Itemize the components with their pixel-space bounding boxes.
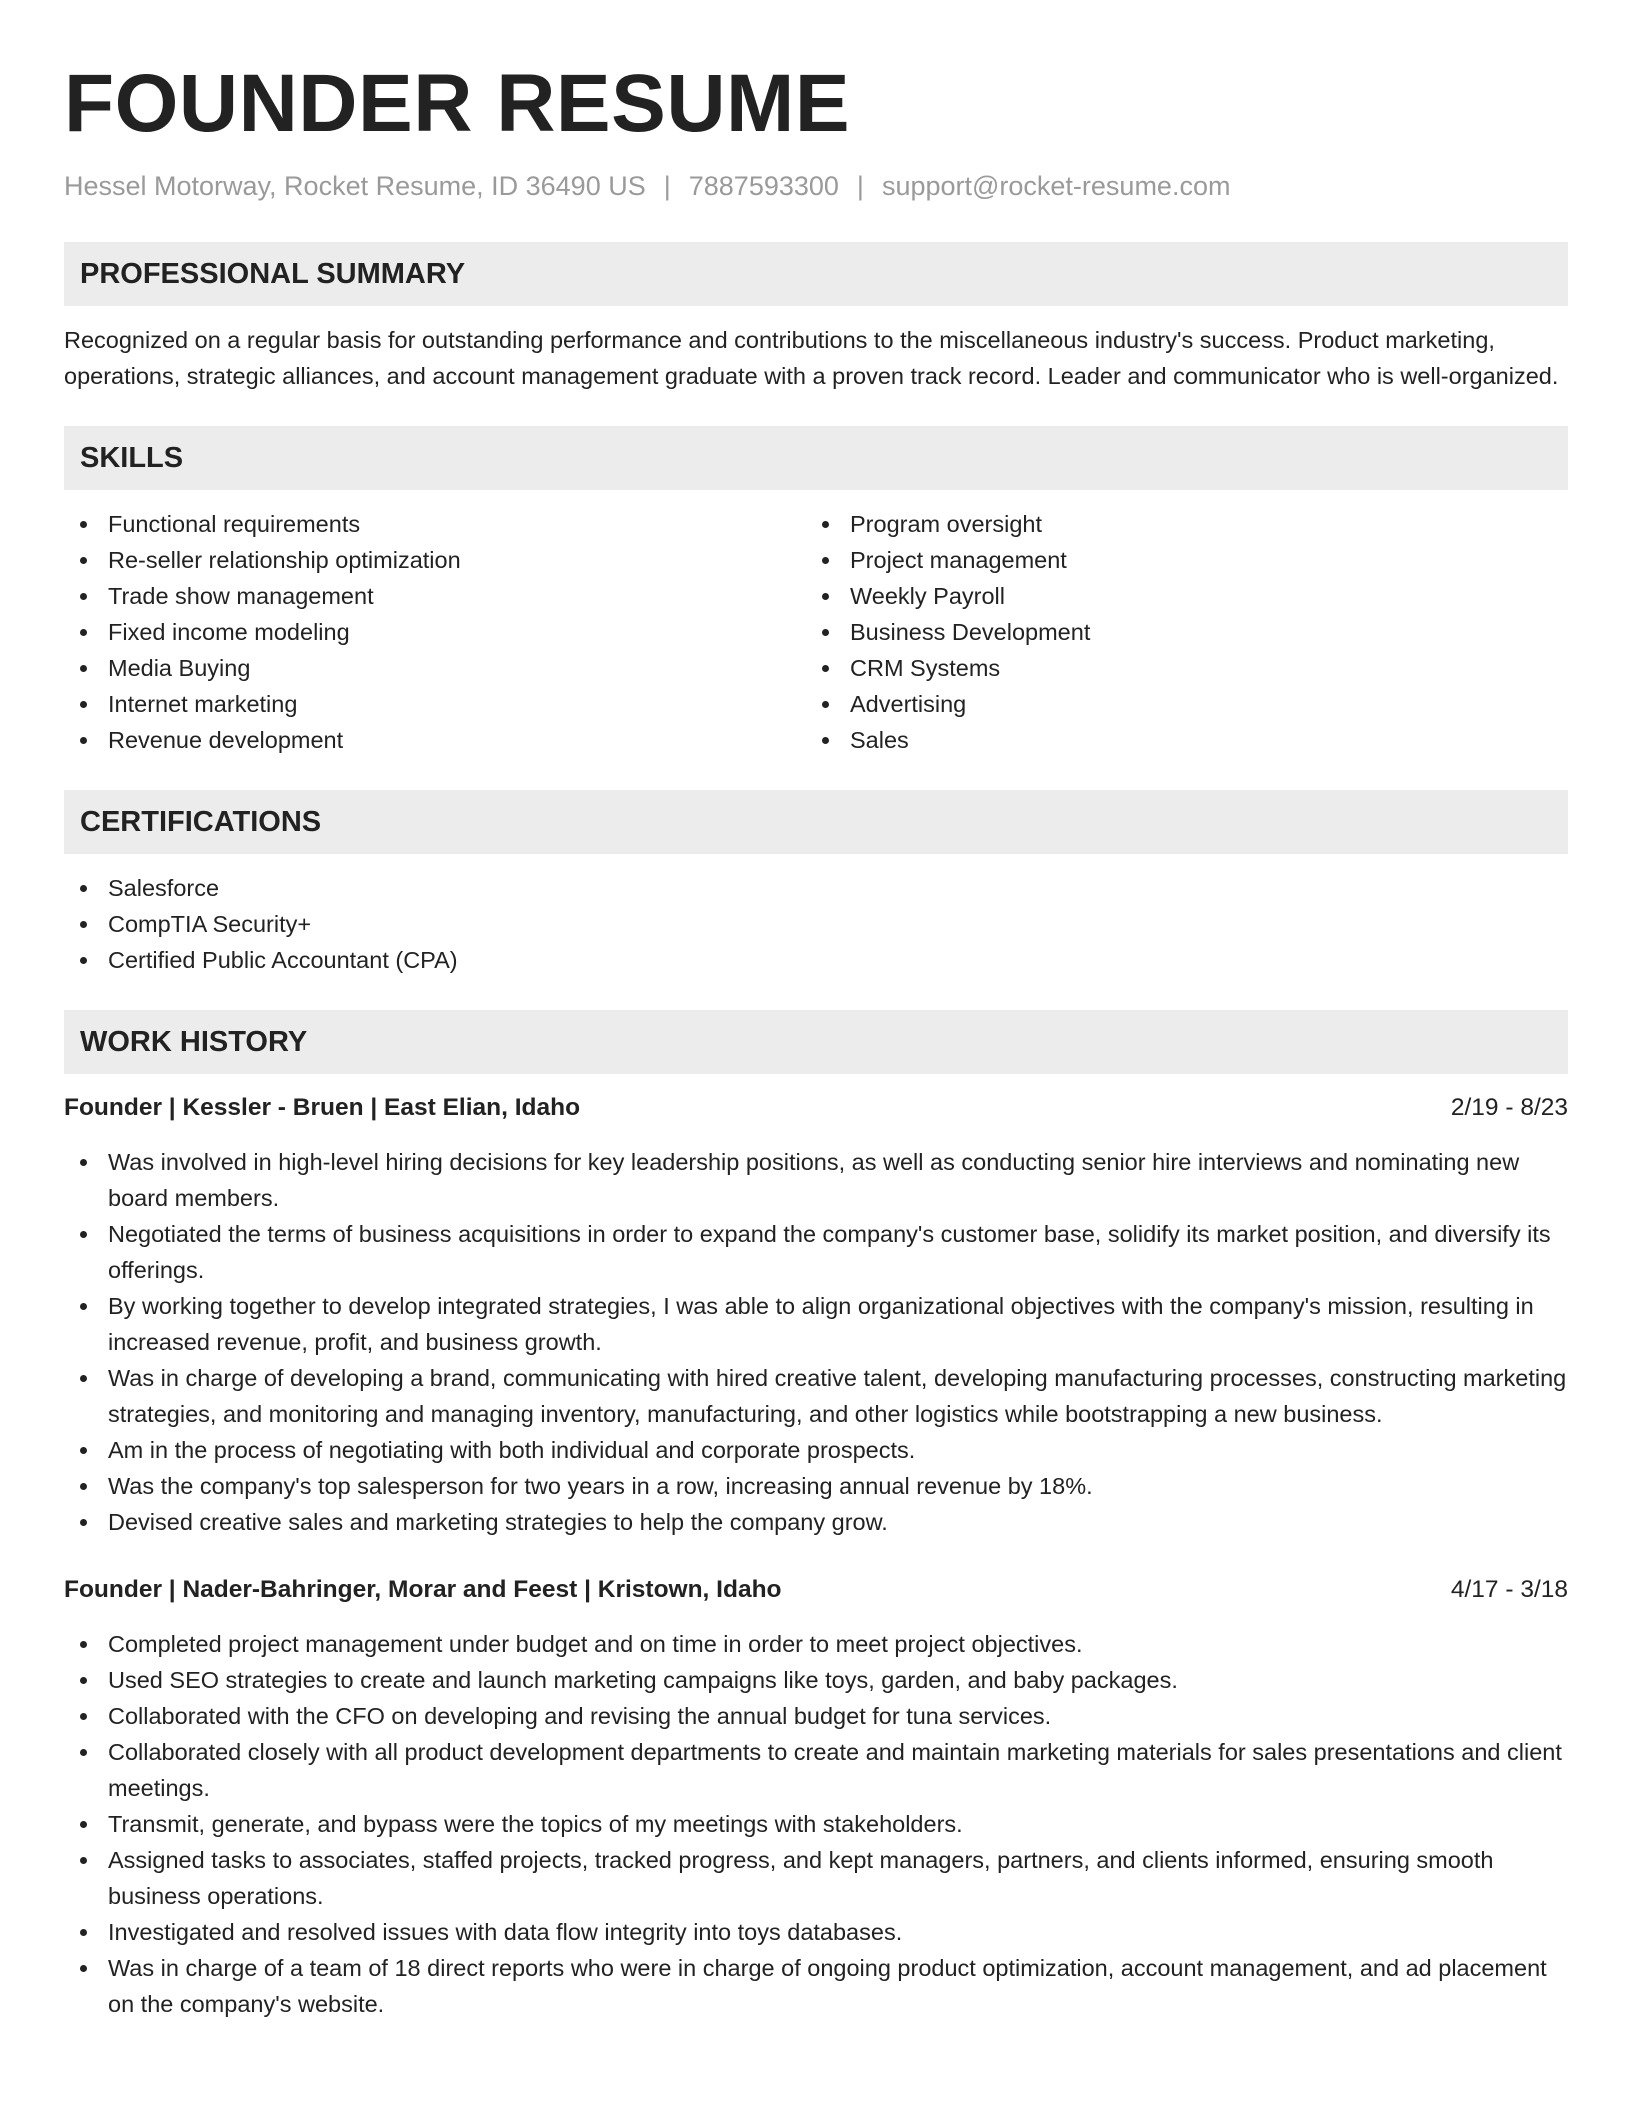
job-bullet: Completed project management under budget and on time in order to meet project objectives.	[64, 1626, 1568, 1662]
summary-heading: PROFESSIONAL SUMMARY	[64, 242, 1568, 306]
skill-item: CRM Systems	[806, 650, 1548, 686]
job-header	[64, 1572, 1568, 1608]
job-title: Founder | Kessler - Bruen | East Elian, Idaho	[64, 1094, 581, 1121]
job-bullet: Transmit, generate, and bypass were the topics of my meetings with stakeholders.	[64, 1806, 1568, 1842]
work-history-heading: WORK HISTORY	[64, 1010, 1568, 1074]
skill-item: Weekly Payroll	[806, 578, 1548, 614]
skills-heading: SKILLS	[64, 426, 1568, 490]
certification-item: Certified Public Accountant (CPA)	[64, 942, 1568, 978]
job-dates: 4/17 - 3/18	[1450, 1576, 1568, 1603]
contact-phone: 7887593300	[688, 171, 839, 201]
certification-item: CompTIA Security+	[64, 906, 1568, 942]
job-bullet: By working together to develop integrated strategies, I was able to align organizational objectives with the company's mission, resulting in increased revenue, profit, and business growth.	[64, 1288, 1568, 1360]
contact-email: support@rocket-resume.com	[881, 171, 1231, 201]
job-bullet: Collaborated closely with all product development departments to create and maintain marketing materials for sales presentations and client meetings.	[64, 1734, 1568, 1806]
job-entry	[64, 1090, 1568, 1540]
certifications-heading: CERTIFICATIONS	[64, 790, 1568, 854]
job-bullet: Negotiated the terms of business acquisitions in order to expand the company's customer base, solidify its market position, and diversify its offerings.	[64, 1216, 1568, 1288]
skills-list-left	[64, 506, 806, 758]
job-bullet: Used SEO strategies to create and launch marketing campaigns like toys, garden, and baby packages.	[64, 1662, 1568, 1698]
skill-item: Revenue development	[64, 722, 806, 758]
job-bullet: Investigated and resolved issues with data flow integrity into toys databases.	[64, 1914, 1568, 1950]
skill-item: Functional requirements	[64, 506, 806, 542]
job-bullet: Was the company's top salesperson for two years in a row, increasing annual revenue by 18%.	[64, 1468, 1568, 1504]
skill-item: Media Buying	[64, 650, 806, 686]
contact-address: Hessel Motorway, Rocket Resume, ID 36490 US	[64, 171, 646, 201]
summary-text: Recognized on a regular basis for outstanding performance and contributions to the miscellaneous industry's success. Product marketing, operations, strategic alliances, and account management graduate with a proven track record. Leader and communicator who is well-organized.	[64, 327, 1559, 389]
contact-separator: |	[663, 171, 671, 201]
skill-item: Program oversight	[806, 506, 1548, 542]
resume-title: FOUNDER RESUME	[64, 58, 851, 149]
job-entry	[64, 1572, 1568, 2022]
job-bullet: Collaborated with the CFO on developing and revising the annual budget for tuna services.	[64, 1698, 1568, 1734]
skill-item: Business Development	[806, 614, 1548, 650]
job-title: Founder | Nader-Bahringer, Morar and Feest | Kristown, Idaho	[64, 1576, 782, 1603]
resume-page	[64, 0, 1568, 2022]
job-bullet: Was in charge of a team of 18 direct reports who were in charge of ongoing product optimization, account management, and ad placement on the company's website.	[64, 1950, 1568, 2022]
job-header	[64, 1090, 1568, 1126]
contact-separator: |	[856, 171, 864, 201]
skills-list-right	[806, 506, 1548, 758]
certification-item: Salesforce	[64, 870, 1568, 906]
job-bullet: Am in the process of negotiating with both individual and corporate prospects.	[64, 1432, 1568, 1468]
certifications-list	[64, 870, 1568, 978]
skill-item: Trade show management	[64, 578, 806, 614]
contact-line	[64, 168, 1568, 204]
job-bullets	[64, 1626, 1568, 2022]
skill-item: Fixed income modeling	[64, 614, 806, 650]
job-bullet: Was involved in high-level hiring decisions for key leadership positions, as well as conducting senior hire interviews and nominating new board members.	[64, 1144, 1568, 1216]
job-bullet: Was in charge of developing a brand, communicating with hired creative talent, developing manufacturing processes, constructing marketing strategies, and monitoring and managing inventory, manufacturing, and other logistics while bootstrapping a new business.	[64, 1360, 1568, 1432]
skill-item: Sales	[806, 722, 1548, 758]
skill-item: Advertising	[806, 686, 1548, 722]
job-bullet: Devised creative sales and marketing strategies to help the company grow.	[64, 1504, 1568, 1540]
job-bullet: Assigned tasks to associates, staffed projects, tracked progress, and kept managers, partners, and clients informed, ensuring smooth business operations.	[64, 1842, 1568, 1914]
job-bullets	[64, 1144, 1568, 1540]
job-dates: 2/19 - 8/23	[1450, 1094, 1568, 1121]
skill-item: Internet marketing	[64, 686, 806, 722]
skill-item: Re-seller relationship optimization	[64, 542, 806, 578]
skill-item: Project management	[806, 542, 1548, 578]
skills-grid	[64, 506, 1568, 758]
